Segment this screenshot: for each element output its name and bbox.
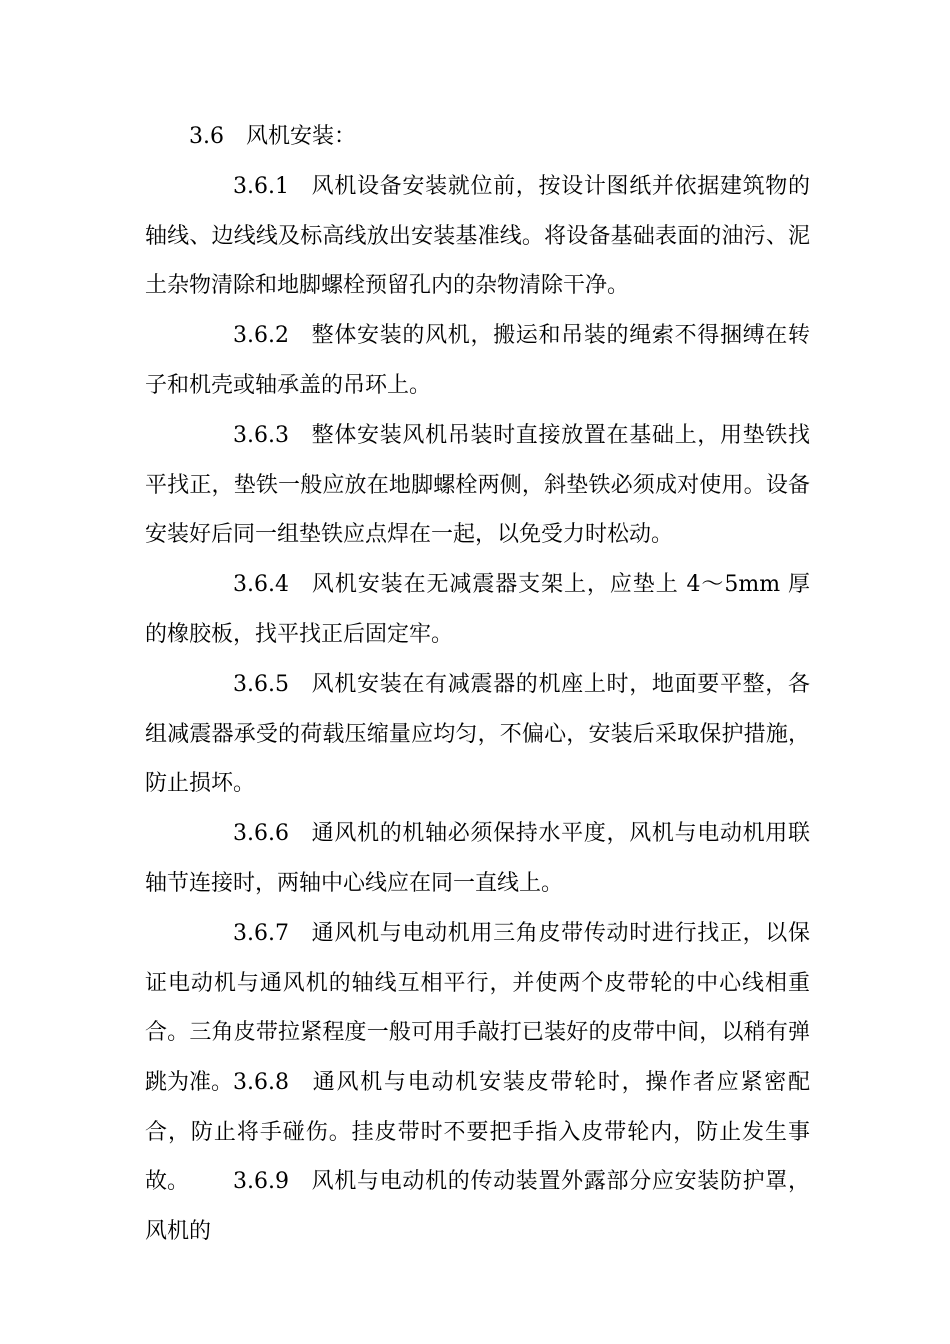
clause-text: 通风机与电动机安装皮带轮时，操作者应紧密配合，防止将手碰伤。挂皮带时不要把手指入皮带轮内，防止发生事故。	[145, 1070, 810, 1194]
paragraph-3-6-1	[145, 162, 810, 311]
clause-text: 整体安装风机吊装时直接放置在基础上，用垫铁找平找正，垫铁一般应放在地脚螺栓两侧，斜垫铁必须成对使用。设备安装好后同一组垫铁应点焊在一起，以免受力时松动。	[145, 423, 810, 547]
clause-number: 3.6.3	[233, 423, 289, 448]
clause-number: 3.6.5	[233, 672, 289, 697]
paragraph-3-6-9	[145, 1157, 810, 1256]
clause-number: 3.6.6	[233, 821, 289, 846]
clause-number: 3.6.2	[233, 323, 289, 348]
clause-number: 3.6.9	[233, 1169, 289, 1194]
clause-text: 风机设备安装就位前，按设计图纸并依据建筑物的轴线、边线线及标高线放出安装基准线。将设备基础表面的油污、泥土杂物清除和地脚螺栓预留孔内的杂物清除干净。	[145, 174, 810, 298]
section-title: 风机安装：	[246, 124, 357, 149]
clause-number: 3.6.7	[233, 921, 289, 946]
section-number: 3.6	[189, 124, 224, 149]
clause-number: 3.6.1	[233, 174, 289, 199]
clause-text: 风机与电动机的传动装置外露部分应安装防护罩，风机的	[145, 1169, 810, 1244]
clause-text: 通风机的机轴必须保持水平度，风机与电动机用联轴节连接时，两轴中心线应在同一直线上。	[145, 821, 810, 896]
clause-text: 整体安装的风机，搬运和吊装的绳索不得捆缚在转子和机壳或轴承盖的吊环上。	[145, 323, 810, 398]
clause-text: 通风机与电动机用三角皮带传动时进行找正，以保证电动机与通风机的轴线互相平行，并使两个皮带轮的中心线相重合。三角皮带拉紧程度一般可用手敲打已装好的皮带中间，以稍有弹跳为准。	[145, 921, 810, 1095]
clause-number: 3.6.8	[233, 1070, 289, 1095]
paragraph-3-6-4	[145, 560, 810, 659]
paragraph-3-6-5	[145, 660, 810, 809]
clause-number: 3.6.4	[233, 572, 289, 597]
paragraph-3-6-6	[145, 809, 810, 908]
paragraph-3-6-2	[145, 311, 810, 410]
section-heading	[189, 112, 356, 162]
clause-text: 风机安装在无减震器支架上，应垫上 4～5mm 厚的橡胶板，找平找正后固定牢。	[145, 572, 810, 647]
paragraph-3-6-3	[145, 411, 810, 560]
clause-text: 风机安装在有减震器的机座上时，地面要平整，各组减震器承受的荷载压缩量应均匀，不偏心，安装后采取保护措施，防止损坏。	[145, 672, 810, 796]
